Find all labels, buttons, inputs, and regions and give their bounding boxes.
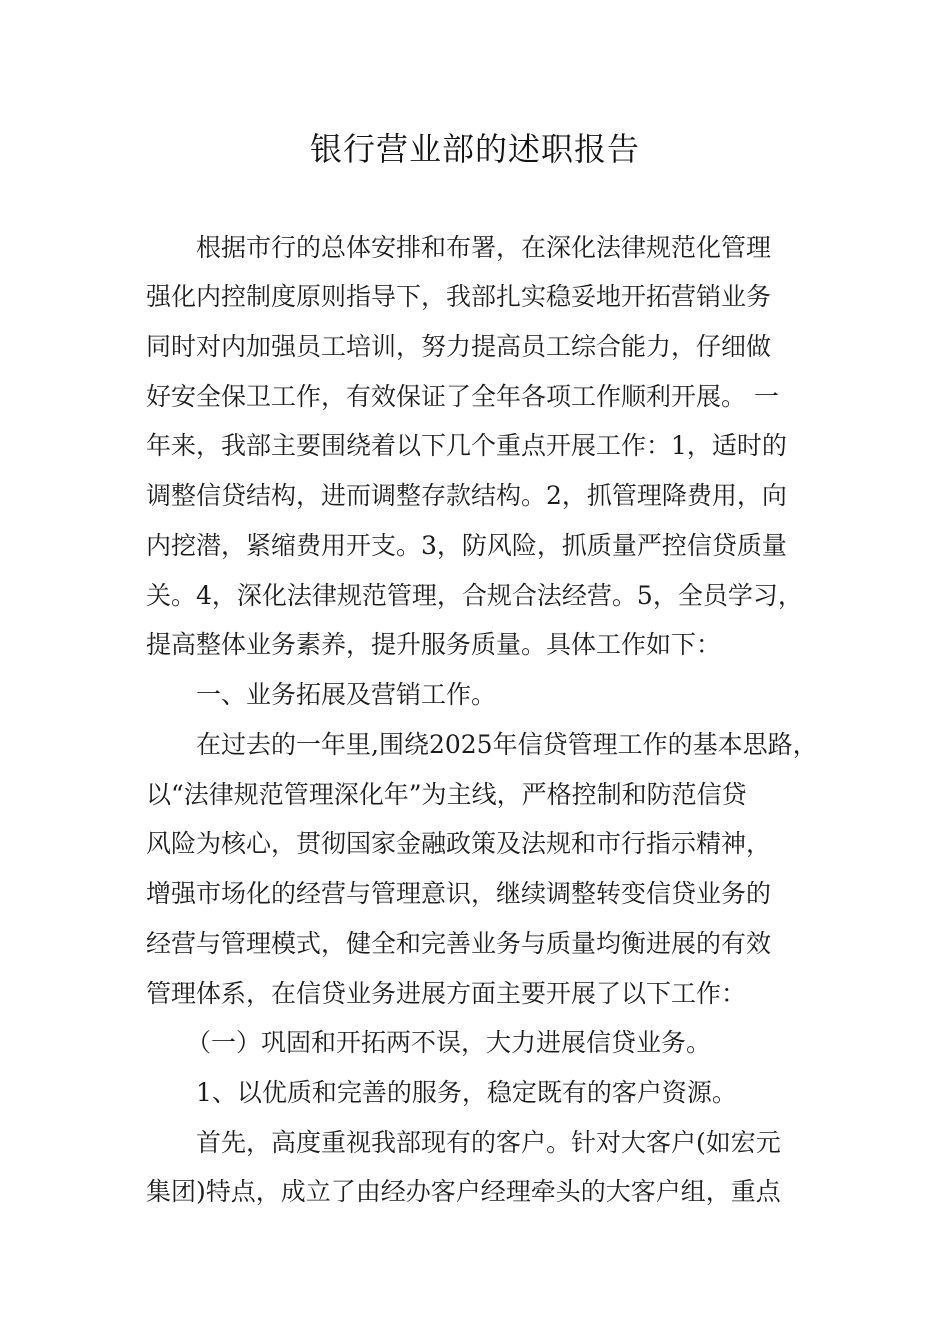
body-line: 根据市行的总体安排和布署，在深化法律规范化管理 (196, 233, 772, 262)
body-line: 集团)特点，成立了由经办客户经理牵头的大客户组，重点 (146, 1177, 781, 1206)
body-line: 首先，高度重视我部现有的客户。针对大客户(如宏元 (196, 1128, 781, 1157)
subsection-heading: （一）巩固和开拓两不误，大力进展信贷业务。 (186, 1028, 712, 1057)
body-line: 年来，我部主要围绕着以下几个重点开展工作：1，适时的 (146, 431, 787, 460)
body-line: 同时对内加强员工培训，努力提高员工综合能力，仔细做 (146, 332, 772, 361)
body-line: 强化内控制度原则指导下，我部扎实稳妥地开拓营销业务 (146, 282, 772, 311)
body-line: 增强市场化的经营与管理意识，继续调整转变信贷业务的 (146, 879, 772, 908)
body-line: 关。4，深化法律规范管理，合规合法经营。5，全员学习， (146, 581, 803, 610)
body-line: 风险为核心，贯彻国家金融政策及法规和市行指示精神， (146, 829, 772, 858)
body-line: 内挖潜，紧缩费用开支。3，防风险，抓质量严控信贷质量 (146, 531, 787, 560)
body-line: 经营与管理模式，健全和完善业务与质量均衡进展的有效 (146, 929, 772, 958)
item-heading: 1、以优质和完善的服务，稳定既有的客户资源。 (196, 1078, 737, 1107)
body-line: 调整信贷结构，进而调整存款结构。2，抓管理降费用，向 (146, 481, 787, 510)
body-line: 提高整体业务素养，提升服务质量。具体工作如下： (146, 630, 722, 659)
body-line: 在过去的一年里,围绕2025年信贷管理工作的基本思路， (196, 730, 818, 759)
document-title: 银行营业部的述职报告 (309, 130, 640, 168)
section-heading: 一、业务拓展及营销工作。 (196, 680, 497, 709)
body-line: 好安全保卫工作，有效保证了全年各项工作顺利开展。 一 (146, 382, 779, 411)
body-line: 管理体系，在信贷业务进展方面主要开展了以下工作： (146, 979, 747, 1008)
body-line: 以“法律规范管理深化年”为主线，严格控制和防范信贷 (146, 780, 747, 809)
